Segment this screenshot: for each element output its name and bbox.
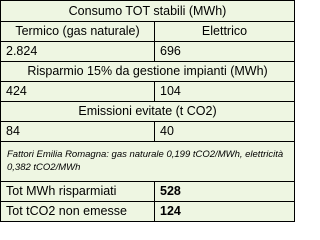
consumo-title: Consumo TOT stabili (MWh)	[0, 0, 295, 22]
tot-co2-value: 124	[154, 201, 295, 222]
emissioni-title: Emissioni evitate (t CO2)	[0, 101, 295, 122]
fattori-note: Fattori Emilia Romagna: gas naturale 0,199 tCO2/MWh, elettricità 0,382 tCO2/MWh	[0, 141, 295, 182]
risparmio-title: Risparmio 15% da gestione impianti (MWh)	[0, 61, 295, 82]
risparmio-termico-value: 424	[0, 81, 155, 102]
emissioni-termico-value: 84	[0, 121, 155, 142]
consumo-termico-value: 2.824	[0, 41, 155, 62]
col-termico-header: Termico (gas naturale)	[0, 21, 155, 42]
tot-co2-label: Tot tCO2 non emesse	[0, 201, 155, 222]
col-elettrico-header: Elettrico	[154, 21, 295, 42]
tot-mwh-label: Tot MWh risparmiati	[0, 181, 155, 202]
emissioni-elettrico-value: 40	[154, 121, 295, 142]
risparmio-elettrico-value: 104	[154, 81, 295, 102]
consumo-elettrico-value: 696	[154, 41, 295, 62]
tot-mwh-value: 528	[154, 181, 295, 202]
